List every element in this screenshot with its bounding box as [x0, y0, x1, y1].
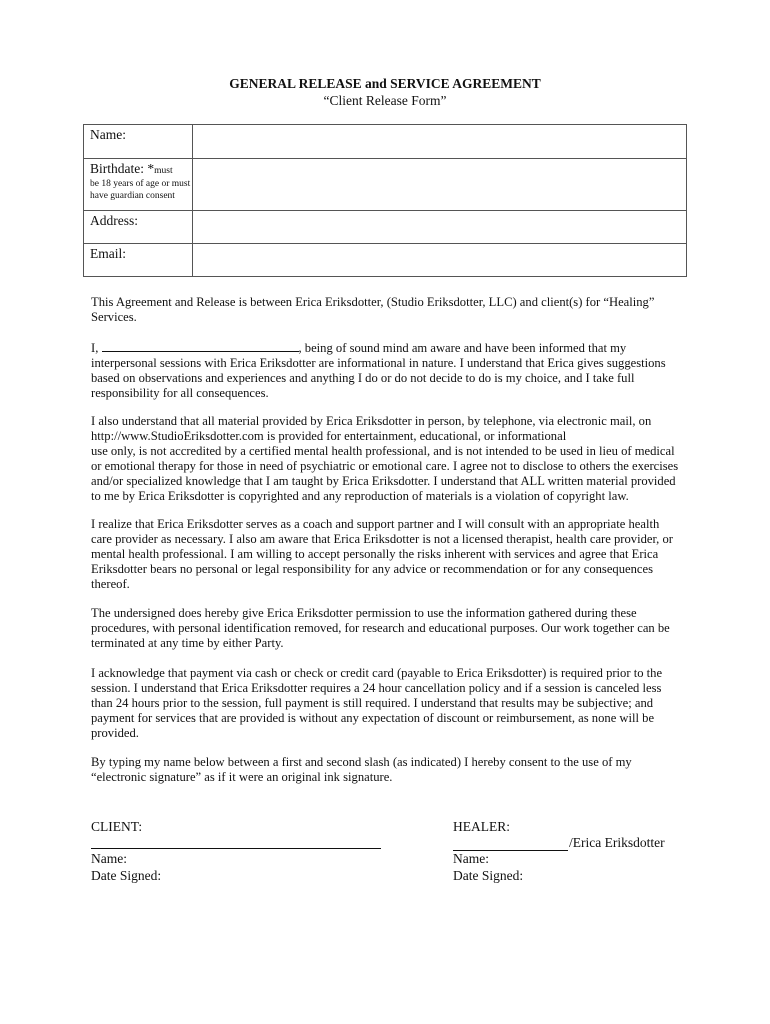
intro-paragraph: [91, 295, 681, 325]
paragraph-3: [91, 517, 681, 592]
client-info-table: [83, 124, 687, 277]
birthdate-label: Birthdate: *: [90, 161, 155, 176]
client-name-label: Name:: [91, 851, 127, 866]
client-signature-line[interactable]: [91, 848, 381, 849]
p2-line1: I also understand that all material provided by Erica Eriksdotter in person, by telephone, via electronic mail, on http://www.StudioEriksdotter.com is provided for entertainment, educational, or informational: [91, 414, 652, 443]
birthdate-note-inline: must: [154, 166, 173, 176]
address-label: Address:: [84, 211, 193, 244]
client-name-blank[interactable]: [102, 340, 299, 352]
client-label: CLIENT:: [91, 819, 143, 834]
p4-text: The undersigned does hereby give Erica Eriksdotter permission to use the information gathered during these procedures, with personal identification removed, for research and educational purposes. Our work together can be terminated at any time by either Party.: [91, 606, 670, 650]
birthdate-field[interactable]: [193, 159, 687, 211]
healer-date-label: Date Signed:: [453, 868, 524, 883]
client-date-label: Date Signed:: [91, 868, 162, 883]
birthdate-note: be 18 years of age or must have guardian consent: [90, 179, 191, 201]
healer-name-label: Name:: [453, 851, 489, 866]
paragraph-6: [91, 755, 681, 785]
paragraph-2: [91, 414, 681, 504]
healer-signature: /Erica Eriksdotter: [569, 835, 665, 850]
name-field[interactable]: [193, 125, 687, 159]
address-field[interactable]: [193, 211, 687, 244]
document-title: GENERAL RELEASE and SERVICE AGREEMENT: [229, 76, 541, 91]
paragraph-1: [91, 340, 681, 401]
name-label: Name:: [84, 125, 193, 159]
p5-text: I acknowledge that payment via cash or check or credit card (payable to Erica Eriksdotter) is required prior to the session. I understand that Erica Eriksdotter requires a 24 hour cancellation policy and if a session is canceled less than 24 hours prior to the session, full payment is still required. I understand that results may be subjective; and payment for services that are provided is without any expectation of discount or reimbursement, as none will be provided.: [91, 666, 663, 740]
paragraph-4: [91, 606, 681, 651]
document-subtitle: “Client Release Form”: [323, 93, 447, 108]
healer-label: HEALER:: [453, 819, 510, 834]
p1-text: , being of sound mind am aware and have been informed that my interpersonal sessions with Erica Eriksdotter are informational in nature. I understand that Erica gives suggestions based on observations and experiences and anything I do or do not decide to do is my choice, and I take full responsibility for all consequences.: [91, 341, 666, 400]
intro-text: This Agreement and Release is between Erica Eriksdotter, (Studio Eriksdotter, LLC) and client(s) for “Healing” Services.: [91, 295, 655, 324]
email-label: Email:: [84, 244, 193, 277]
p6-text: By typing my name below between a first and second slash (as indicated) I hereby consent to the use of my “electronic signature” as if it were an original ink signature.: [91, 755, 632, 784]
p2-text: use only, is not accredited by a certified mental health professional, and is not intended to be used in lieu of medical or emotional therapy for those in need of psychiatric or emotional care. I agree not to disclose to others the exercises and/or specialized knowledge that I am taught by Erica Eriksdotter. I understand that ALL written material provided to me by Erica Eriksdotter is copyrighted and any reproduction of materials is a violation of copyright law.: [91, 444, 679, 503]
paragraph-5: [91, 666, 681, 741]
p1-prefix: I,: [91, 341, 102, 355]
p3-text: I realize that Erica Eriksdotter serves as a coach and support partner and I will consult with an appropriate health care provider as necessary. I also am aware that Erica Eriksdotter is not a licensed therapist, health care provider, or mental health professional. I am willing to accept personally the risks inherent with services and agree that Erica Eriksdotter bears no personal or legal responsibility for any advice or recommendation or for any consequences thereof.: [91, 517, 673, 591]
birthdate-label-cell: [84, 159, 193, 211]
email-field[interactable]: [193, 244, 687, 277]
